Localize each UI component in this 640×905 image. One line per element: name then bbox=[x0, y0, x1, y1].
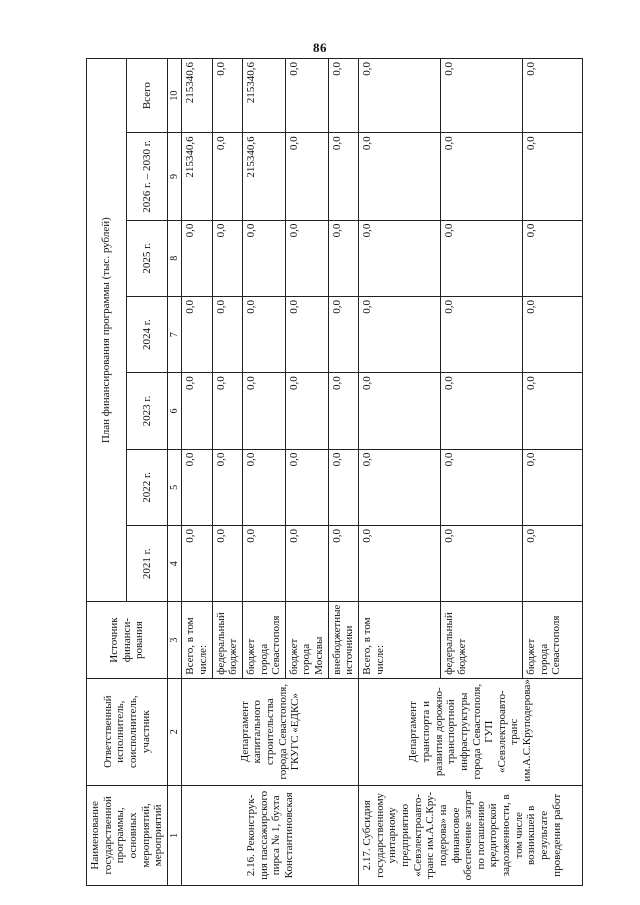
value-cell: 0,0 bbox=[212, 449, 242, 525]
value-cell: 0,0 bbox=[359, 220, 441, 296]
value-cell: 0,0 bbox=[285, 373, 328, 449]
header-row-1 bbox=[87, 59, 127, 886]
value-cell: 0,0 bbox=[285, 133, 328, 220]
value-cell: 0,0 bbox=[441, 59, 523, 133]
value-cell: 0,0 bbox=[359, 526, 441, 602]
value-cell: 0,0 bbox=[523, 296, 583, 372]
index-row bbox=[167, 59, 182, 886]
header-year: 2026 г. – 2030 г. bbox=[127, 133, 167, 220]
value-cell: 0,0 bbox=[328, 220, 358, 296]
header-year: 2022 г. bbox=[127, 449, 167, 525]
source-cell: бюджет города Москвы bbox=[285, 602, 328, 678]
source-cell: внебюджетные источники bbox=[328, 602, 358, 678]
value-cell: 0,0 bbox=[212, 59, 242, 133]
value-cell: 0,0 bbox=[285, 526, 328, 602]
value-cell: 0,0 bbox=[285, 220, 328, 296]
value-cell: 0,0 bbox=[359, 373, 441, 449]
value-cell: 0,0 bbox=[285, 59, 328, 133]
value-cell: 0,0 bbox=[182, 296, 212, 372]
value-cell: 0,0 bbox=[359, 133, 441, 220]
value-cell: 0,0 bbox=[523, 59, 583, 133]
value-cell: 0,0 bbox=[328, 296, 358, 372]
value-cell: 0,0 bbox=[328, 449, 358, 525]
value-cell: 0,0 bbox=[523, 133, 583, 220]
page-number: 86 bbox=[313, 40, 327, 55]
source-cell: бюджет города Севастополя bbox=[242, 602, 285, 678]
value-cell: 215340,6 bbox=[242, 59, 285, 133]
value-cell: 215340,6 bbox=[182, 59, 212, 133]
measure-name: 2.16. Реконструк-ция пассажирского пирса № 1, бухта Константиновская bbox=[182, 785, 359, 885]
value-cell: 0,0 bbox=[359, 296, 441, 372]
value-cell: 0,0 bbox=[285, 449, 328, 525]
value-cell: 215340,6 bbox=[242, 133, 285, 220]
value-cell: 0,0 bbox=[523, 220, 583, 296]
value-cell: 0,0 bbox=[182, 373, 212, 449]
value-cell: 0,0 bbox=[212, 526, 242, 602]
header-year: 2023 г. bbox=[127, 373, 167, 449]
value-cell: 0,0 bbox=[242, 220, 285, 296]
measure-name: 2.17. Субсидия государственному унитарному предприятию «Севэлектроавто-транс им.А.С.Кру-подерова» на финансовое обеспечение затрат по погашению кредиторской задолженности, в том числе возникшей в результате проведения работ bbox=[359, 785, 583, 885]
header-name: Наименование государственной программы, основных мероприятий, мероприятий bbox=[87, 785, 168, 885]
index-cell: 2 bbox=[167, 678, 182, 785]
index-cell: 5 bbox=[167, 449, 182, 525]
value-cell: 0,0 bbox=[285, 296, 328, 372]
index-cell: 6 bbox=[167, 373, 182, 449]
value-cell: 0,0 bbox=[523, 449, 583, 525]
financing-table bbox=[86, 58, 583, 886]
source-cell: федеральный бюджет bbox=[212, 602, 242, 678]
value-cell: 0,0 bbox=[212, 373, 242, 449]
table-row bbox=[359, 59, 441, 886]
value-cell: 0,0 bbox=[441, 449, 523, 525]
header-year: 2024 г. bbox=[127, 296, 167, 372]
value-cell: 0,0 bbox=[328, 59, 358, 133]
index-cell: 9 bbox=[167, 133, 182, 220]
header-plan: План финансирования программы (тыс. рублей) bbox=[87, 59, 127, 602]
value-cell: 0,0 bbox=[441, 373, 523, 449]
value-cell: 0,0 bbox=[242, 526, 285, 602]
index-cell: 3 bbox=[167, 602, 182, 678]
value-cell: 0,0 bbox=[242, 449, 285, 525]
header-executor: Ответственный исполнитель, соисполнитель, участник bbox=[87, 678, 168, 785]
value-cell: 0,0 bbox=[328, 526, 358, 602]
header-total: Всего bbox=[127, 59, 167, 133]
index-cell: 8 bbox=[167, 220, 182, 296]
value-cell: 0,0 bbox=[182, 449, 212, 525]
header-year: 2021 г. bbox=[127, 526, 167, 602]
rotated-table-container bbox=[86, 58, 563, 886]
value-cell: 215340,6 bbox=[182, 133, 212, 220]
value-cell: 0,0 bbox=[523, 526, 583, 602]
value-cell: 0,0 bbox=[242, 373, 285, 449]
value-cell: 0,0 bbox=[242, 296, 285, 372]
table-row bbox=[182, 59, 212, 886]
source-cell: Всего, в том числе: bbox=[182, 602, 212, 678]
source-cell: Всего, в том числе: bbox=[359, 602, 441, 678]
value-cell: 0,0 bbox=[359, 59, 441, 133]
index-cell: 10 bbox=[167, 59, 182, 133]
value-cell: 0,0 bbox=[212, 296, 242, 372]
source-cell: бюджет города Севастополя bbox=[523, 602, 583, 678]
value-cell: 0,0 bbox=[212, 133, 242, 220]
measure-executor: Департамент капитального строительства города Севастополя, ГКУГС «ЕДКС» bbox=[182, 678, 359, 785]
value-cell: 0,0 bbox=[441, 296, 523, 372]
value-cell: 0,0 bbox=[441, 526, 523, 602]
measure-executor: Департамент транспорта и развития дорожно-транспортной инфраструктуры города Севастополя, ГУП «Севэлектроавто-транс им.А.С.Круподерова» bbox=[359, 678, 583, 785]
index-cell: 7 bbox=[167, 296, 182, 372]
source-cell: федеральный бюджет bbox=[441, 602, 523, 678]
header-year: 2025 г. bbox=[127, 220, 167, 296]
value-cell: 0,0 bbox=[441, 220, 523, 296]
value-cell: 0,0 bbox=[328, 373, 358, 449]
value-cell: 0,0 bbox=[212, 220, 242, 296]
value-cell: 0,0 bbox=[359, 449, 441, 525]
header-source: Источник финанси-рования bbox=[87, 602, 168, 678]
value-cell: 0,0 bbox=[182, 220, 212, 296]
value-cell: 0,0 bbox=[182, 526, 212, 602]
value-cell: 0,0 bbox=[441, 133, 523, 220]
value-cell: 0,0 bbox=[328, 133, 358, 220]
index-cell: 4 bbox=[167, 526, 182, 602]
value-cell: 0,0 bbox=[523, 373, 583, 449]
index-cell: 1 bbox=[167, 785, 182, 885]
